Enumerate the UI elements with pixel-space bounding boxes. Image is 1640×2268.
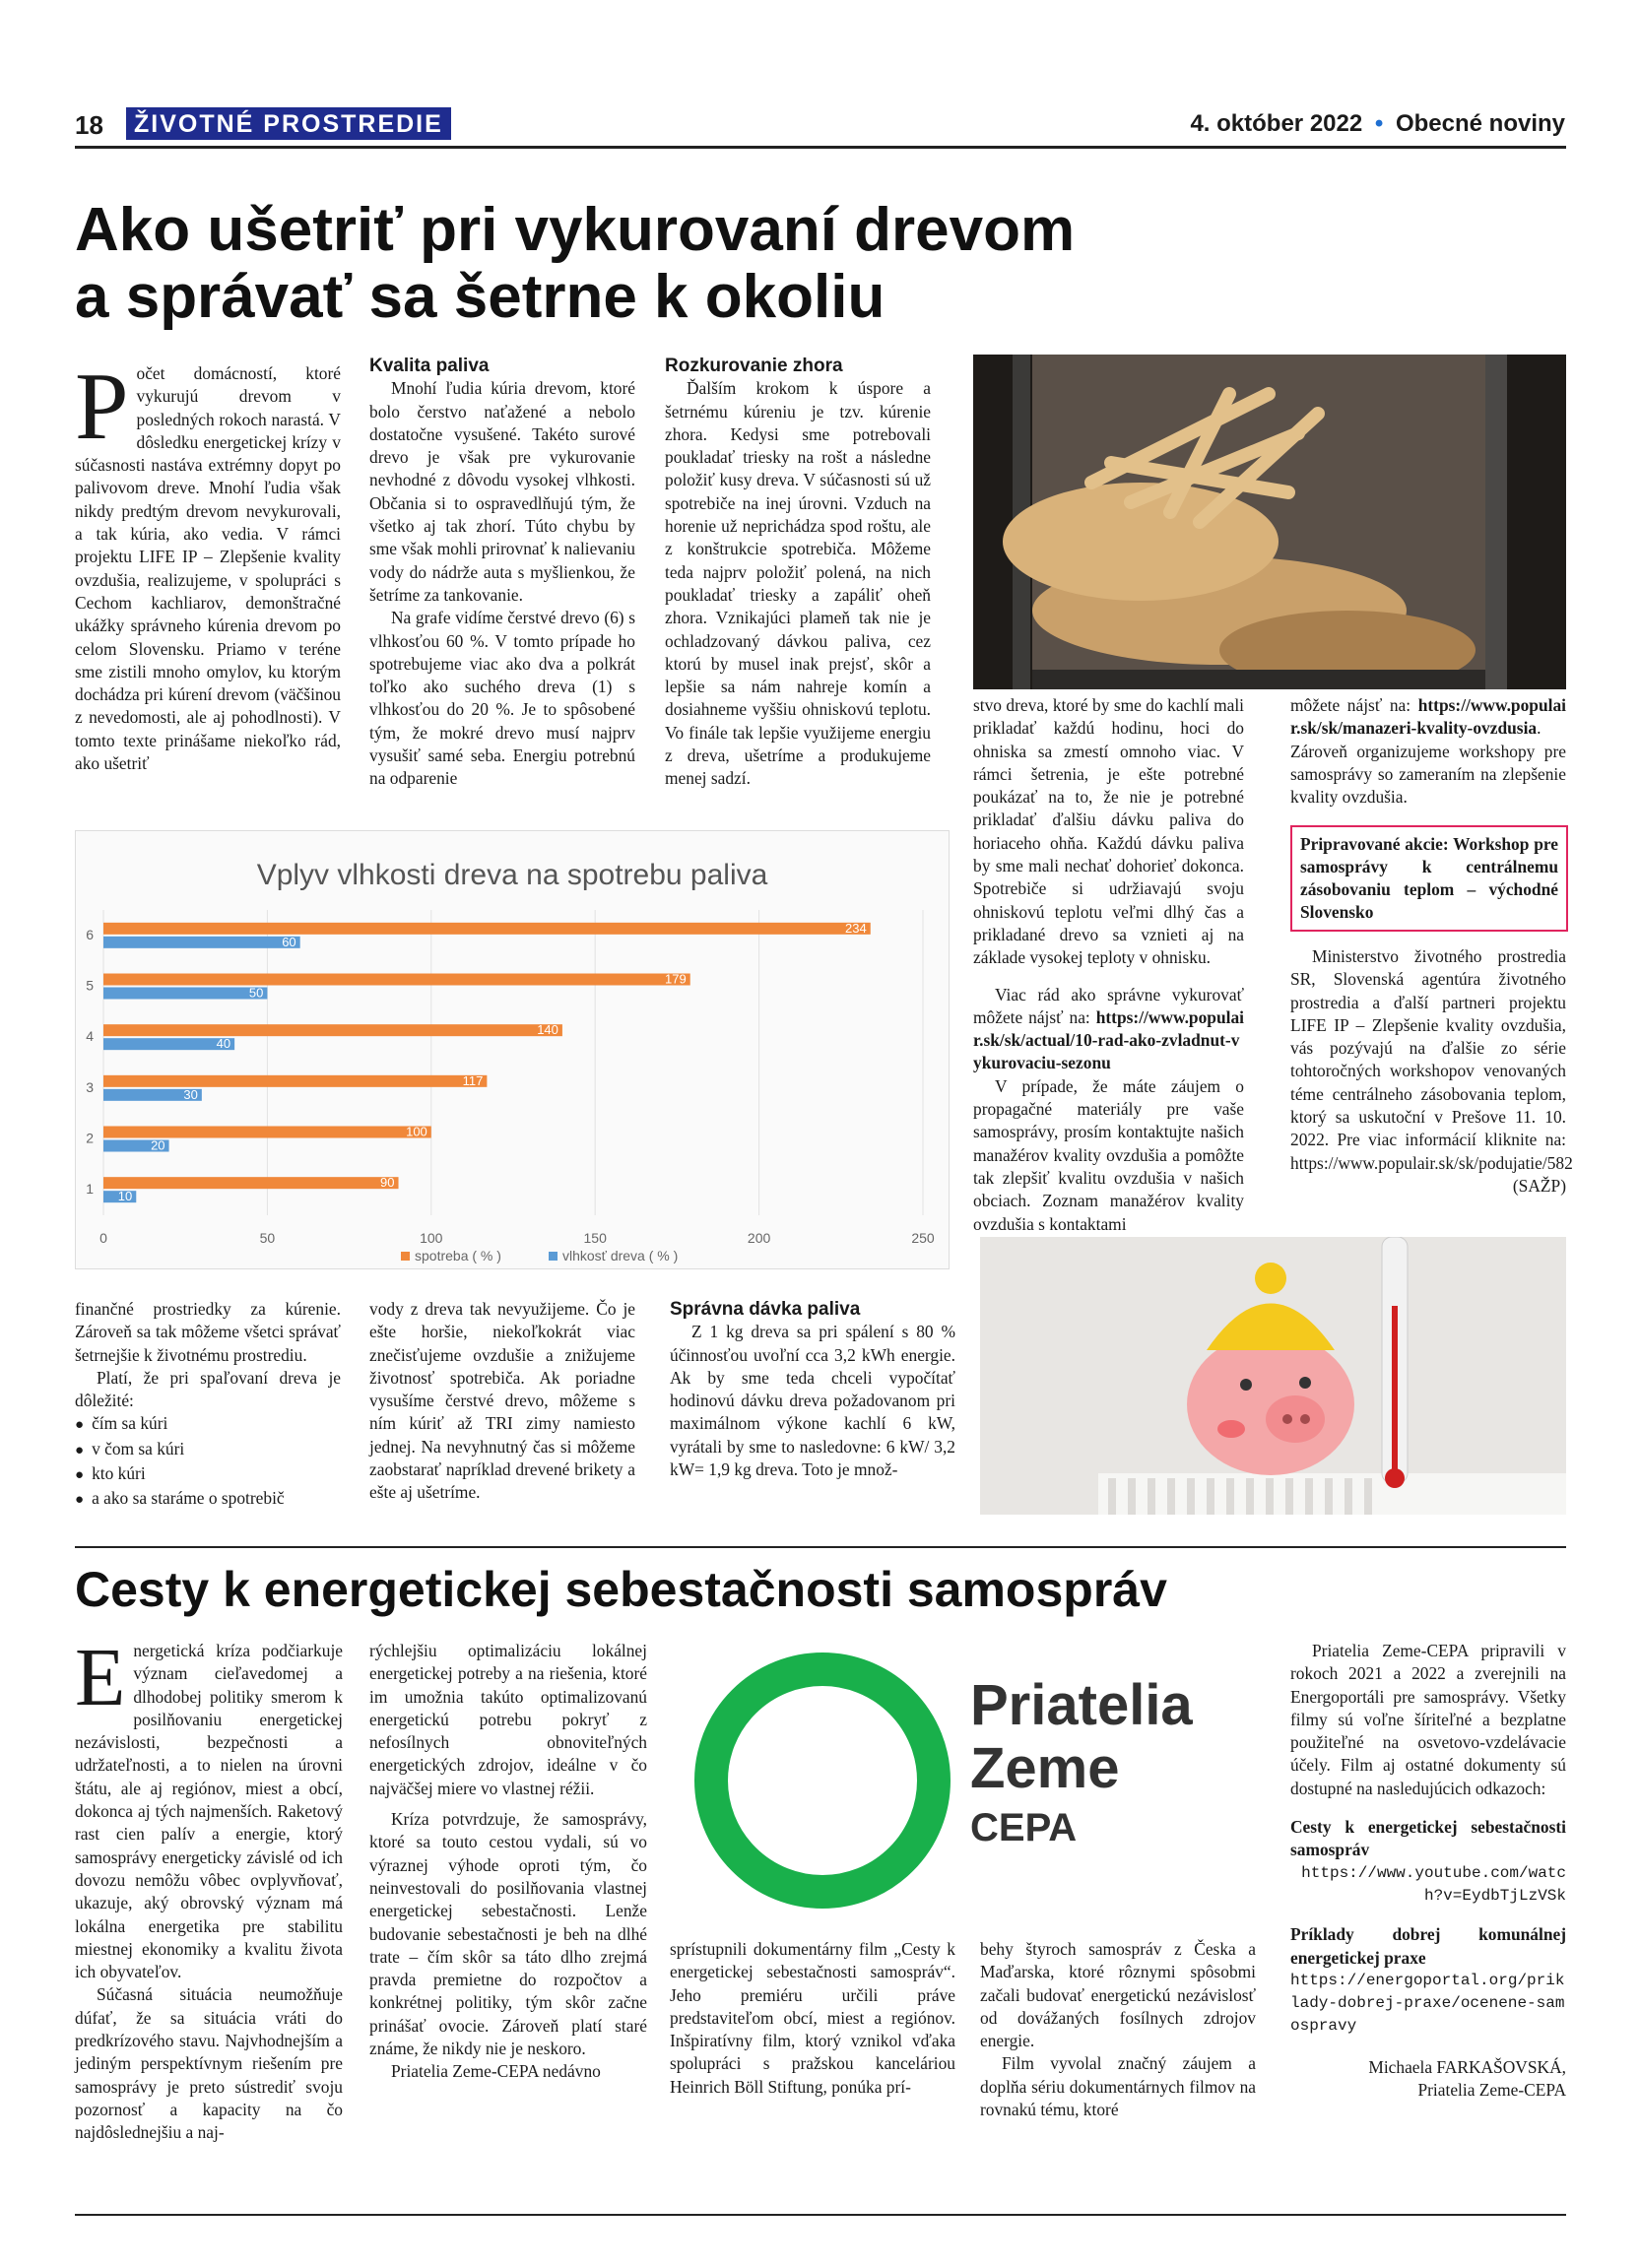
y-tick-label: 6 [86, 926, 94, 942]
article1-lower-col1-p1: finančné prostriedky za kúrenie. Zároveň sa tak môžeme všetci správať šetrnejšie k životnému prostrediu. [75, 1299, 341, 1365]
article2-col4 [980, 1938, 1256, 2121]
bar-spotreba [103, 1024, 562, 1036]
link2-title: Príklady dobrej komunálnej energetickej praxe [1290, 1924, 1566, 1968]
article2-title: Cesty k energetickej sebestačnosti samospráv [75, 1562, 1167, 1617]
bar-vlhkost [103, 985, 267, 1001]
article1-signature: (SAŽP) [1512, 1175, 1566, 1196]
bar-spotreba [103, 971, 690, 987]
article2-col1 [75, 1632, 343, 2145]
article1-col2-p1: Mnohí ľudia kúria drevom, ktoré bolo čerstvo naťažené a nebolo dostatočne vysušené. Takéto surové drevo je však pre vykurovanie nevhodné z dôvodu vysokej vlhkosti. Občania si to ospravedlňujú tým, že všetko aj tak zhorí. Túto chybu by sme však mohli prirovnať k nalievaniu vody do nádrže auta s myšlienkou, že šetríme za tankovanie. [369, 378, 635, 605]
article1-col4-p1: stvo dreva, ktoré by sme do kachlí mali prikladať každú hodinu, hoci do ohniska sa zmestí omnoho viac. V rámci šetrenia, je ešte potrebné poukázať na to, že nie je potrebné prikladať ďalšiu dávku paliva do horiaceho ohňa. Každú dávku paliva by sme mali nechať dohorieť dokonca. Spotrebiče si udržiavajú svoju ohniskovú teplotu veľmi dlhý čas a prikladané drevo sa vznieti aj na základe vysokej teploty v ohnisku. [973, 695, 1244, 968]
article1-col5-lower [1290, 945, 1573, 1198]
chart-panel [75, 830, 950, 1269]
moisture-chart [76, 831, 949, 1268]
article1-title-line1: Ako ušetriť pri vykurovaní drevom [75, 196, 1076, 264]
article1-col5 [1290, 694, 1566, 809]
bar-spotreba [103, 1124, 431, 1139]
article1-lower-col1 [75, 1298, 341, 1513]
article1-col5-post: . Zároveň organizujeme workshopy pre samosprávy so zameraním na zlepšenie kvality ovzdušia. [1290, 718, 1566, 808]
firewood-photo [973, 355, 1566, 689]
data-label: 20 [151, 1137, 165, 1153]
events-box: Pripravované akcie: Workshop pre samosprávy k centrálnemu zásobovaniu teplom – východné Slovensko [1290, 825, 1568, 932]
y-tick-label: 2 [86, 1130, 94, 1146]
article2-col2 [369, 1640, 647, 2084]
bar-spotreba [103, 920, 871, 936]
legend-label: spotreba ( % ) [415, 1248, 501, 1264]
chart-title: Vplyv vlhkosti dreva na spotrebu paliva [256, 859, 768, 891]
article1-title [75, 197, 1075, 331]
article1-col4 [973, 694, 1244, 1236]
bar-vlhkost [103, 1038, 234, 1050]
friends-of-earth-logo [680, 1635, 1256, 1930]
data-label: 60 [282, 934, 296, 949]
article1-title-line2: a správať sa šetrne k okoliu [75, 263, 886, 331]
article1-col3 [665, 355, 931, 791]
article2-col1-p2: Súčasná situácia neumožňuje dúfať, že sa situácia vráti do predkrízového stavu. Najvhodnejším a jediným perspektívnym riešením pre samosprávy je preto sústrediť svoju pozornosť a kapacity na čo najdôslednejšiu a naj- [75, 1984, 343, 2143]
y-tick-label: 4 [86, 1028, 94, 1045]
article1-lower-col2 [369, 1298, 635, 1505]
heading-rozkurovanie: Rozkurovanie zhora [665, 356, 843, 376]
header-rule [75, 146, 1566, 149]
bullet-item: ● a ako sa staráme o spotrebič [75, 1487, 341, 1512]
data-label: 234 [845, 920, 867, 936]
header-separator: • [1374, 110, 1384, 137]
y-tick-label: 1 [86, 1181, 94, 1198]
piggy-bank-photo [980, 1237, 1566, 1515]
piggy-bank-illustration [980, 1237, 1566, 1515]
bullet-item: ● kto kúri [75, 1462, 341, 1487]
logo-line3: CEPA [970, 1806, 1078, 1849]
firewood-illustration [973, 355, 1566, 689]
issue-date: 4. október 2022 [1190, 110, 1363, 137]
header-meta [1190, 110, 1565, 138]
article2-col2-p3: Priatelia Zeme-CEPA nedávno [391, 2061, 601, 2082]
publication-name: Obecné noviny [1395, 110, 1565, 137]
section-tag: ŽIVOTNÉ PROSTREDIE [126, 107, 451, 140]
article1-col1 [75, 354, 341, 775]
legend-label: vlhkosť dreva ( % ) [562, 1248, 679, 1264]
bar-spotreba [103, 1072, 487, 1088]
x-tick-label: 200 [747, 1230, 771, 1246]
article2-col5 [1290, 1640, 1566, 2102]
article-divider [75, 1546, 1566, 1548]
data-label: 100 [406, 1124, 427, 1139]
article2-col2-p1: rýchlejšiu optimalizáciu lokálnej energetickej potreby a na riešenia, ktoré im umožnia takúto optimalizovanú energetickú potrebu pokryť z nefosílnych obnoviteľných energetických zdrojov, ideálne v čo najväčšej miere vo vlastnej réžii. [369, 1641, 647, 1798]
data-label: 30 [183, 1086, 198, 1102]
article1-lower-col2-p1: vody z dreva tak nevyužijeme. Čo je ešte horšie, niekoľkokrát viac znečisťujeme ovzdušie a znižujeme životnosť spotrebiča. Ak poriadne vysušíme čerstvé drevo, môžeme s ním kúriť až TRI zimy namiesto jednej. Na nevyhnutný čas si môžeme zaobstarať napríklad drevené brikety a ešte aj ušetríme. [369, 1299, 635, 1503]
bar-spotreba [103, 1177, 399, 1189]
data-label: 10 [117, 1189, 133, 1204]
logo-line2: Zeme [970, 1736, 1120, 1800]
data-label: 50 [248, 985, 264, 1001]
article1-col5-p2: Ministerstvo životného prostredia SR, Slovenská agentúra životného prostredia a ďalší partneri projektu LIFE IP – Zlepšenie kvality ovzdušia, vás pozývajú na ďalšie zo série tohtoročných workshopov venovaných téme centrálneho zásobovania teplom, ktorý sa uskutoční v Prešove 11. 10. 2022. Pre viac informácií kliknite na: https://www.populair.sk/sk/podujatie/582 [1290, 946, 1573, 1173]
bullet-item: ● čím sa kúri [75, 1412, 341, 1437]
article1-col5-pre: môžete nájsť na: [1290, 695, 1418, 715]
heading-kvalita-paliva: Kvalita paliva [369, 356, 490, 376]
link1-url[interactable]: https://www.youtube.com/watch?v=EydbTjLzVSk [1301, 1863, 1566, 1905]
link-manazeri[interactable]: https://www.populair.sk/sk/manazeri-kvality-ovzdusia [1290, 695, 1566, 739]
legend-swatch [549, 1252, 558, 1261]
article1-col4-p3: V prípade, že máte záujem o propagačné materiály pre vaše samosprávy, prosím kontaktujte našich manažérov kvality ovzdušia a pomôžte tak zlepšiť kvalitu ovzdušia v našich obciach. Zoznam manažérov kvality ovzdušia s kontaktami [973, 1075, 1244, 1234]
data-label: 179 [665, 971, 687, 987]
x-tick-label: 150 [583, 1230, 607, 1246]
article2-col3-p1: sprístupnili dokumentárny film „Cesty k energetickej sebestačnosti samospráv“. Jeho premiéru určili práve predstaviteľom obcí, miest a regiónov. Inšpiratívny film, ktorý vznikol vďaka spolupráci s pražskou kanceláriou Heinrich Böll Stiftung, ponúka prí- [670, 1939, 955, 2097]
x-tick-label: 250 [911, 1230, 935, 1246]
x-tick-label: 0 [99, 1230, 107, 1246]
article1-col2 [369, 355, 635, 791]
y-tick-label: 3 [86, 1078, 94, 1095]
link-10-rad[interactable]: https://www.populair.sk/sk/actual/10-rad-ako-zvladnut-vykurovaciu-sezonu [973, 1006, 1244, 1073]
article2-col4-p2: Film vyvolal značný záujem a doplňa sériu dokumentárnych filmov na rovnakú tému, ktoré [980, 2053, 1256, 2120]
page-number: 18 [75, 110, 103, 140]
y-tick-label: 5 [86, 977, 94, 994]
data-label: 140 [537, 1022, 558, 1038]
article2-col2-p2: Kríza potvrdzuje, že samosprávy, ktoré sa touto cestou vydali, sú vo výraznej výhode oproti tým, čo neinvestovali do posilňovania vlastnej energetickej sebestačnosti. Lenže budovanie sebestačnosti je beh na dlhé trate – čím skôr sa táto dlho zrejmá pravda premietne do rozpočtov a konkrétnej politiky, tým skôr začne prinášať ovocie. Zároveň platí staré známe, že nikdy nie je neskoro. [369, 1809, 647, 2059]
legend-swatch [401, 1252, 410, 1261]
logo-line1: Priatelia [970, 1673, 1193, 1737]
data-label: 40 [216, 1036, 231, 1052]
article1-lower-col3 [670, 1298, 955, 1481]
bullet-item: ● v čom sa kúri [75, 1438, 341, 1462]
link2-url[interactable]: https://energoportal.org/priklady-dobrej-praxe/ocenene-samospravy [1290, 1971, 1565, 2036]
data-label: 117 [462, 1072, 484, 1088]
bar-vlhkost [103, 934, 300, 949]
heading-spravna-davka: Správna dávka paliva [670, 1299, 861, 1320]
x-tick-label: 50 [259, 1230, 276, 1246]
footer-rule [75, 2214, 1566, 2216]
article2-col1-p1: nergetická kríza podčiarkuje význam cieľavedomej a dlhodobej politiky smerom k posilňovaniu energetickej nezávislosti, bezpečnosti a udržateľnosti, a to nielen na úrovni štátu, ale aj regiónov, miest a obcí, dokonca aj tých najmenších. Raketový rast cien palív a energie, ktorý samosprávy energeticky závislé od ich dovozu nemôžu vôbec ovplyvňovať, ukazuje, aký obrovský význam má lokálna energetika pre stabilitu miestnej ekonomiky a kvalitu života ich obyvateľov. [75, 1641, 343, 1982]
article1-lower-col3-p1: Z 1 kg dreva sa pri spálení s 80 % účinnosťou uvoľní cca 3,2 kWh energie. Ak by sme teda chceli vypočítať hodinovú dávku dreva požadovanom pri maximálnom výkone kachlí 6 kW, vyrátali by sme to nasledovne: 6 kW/ 3,2 kW= 1,9 kg dreva. Toto je množ- [670, 1322, 955, 1480]
dropcap-p: P [75, 354, 129, 460]
article2-col3 [670, 1938, 955, 2099]
article1-col4-p2: Viac rád ako správne vykurovať môžete nájsť na: [973, 984, 1244, 1027]
data-label: 90 [380, 1175, 395, 1191]
article1-col1-text: očet domácností, ktoré vykurujú drevom v posledných rokoch narastá. V dôsledku energetickej krízy v súčasnosti nastáva extrémny dopyt po palivovom dreve. Mnohí ľudia však nikdy predtým drevom nevykurovali, a tak kúria, ako vedia. V rámci projektu LIFE IP – Zlepšenie kvality ovzdušia, realizujeme, v spolupráci s Cechom kachliarov, demonštračné ukážky správneho kúrenia drevom po celom Slovensku. Priamo v teréne sme zistili mnoho omylov, ku ktorým dochádza pri kúrení drevom (väčšinou z nevedomosti, ale aj pohodlnosti). V tomto texte prinášame niekoľko rád, ako ušetriť [75, 363, 341, 774]
x-tick-label: 100 [420, 1230, 443, 1246]
link1-title: Cesty k energetickej sebestačnosti samospráv [1290, 1817, 1566, 1860]
article2-author: Michaela FARKAŠOVSKÁ, [1368, 2056, 1566, 2077]
article1-col3-p1: Ďalším krokom k úspore a šetrnému kúreniu je tzv. kúrenie zhora. Kedysi sme potrebovali poukladať triesky na rošt a následne položiť kusy dreva. V súčasnosti sú už spotrebiče na inej úrovni. Vzduch na horenie už neprichádza spod roštu, ale z konštrukcie spotrebiča. Môžeme teda najprv položiť polená, na nich poukladať triesky a zapáliť oheň zhora. Vznikajúci plameň tak nie je ochladzovaný dávkou paliva, cez ktorú by musel inak prejsť, skôr a lepšie sa nám nahreje komín a dosiahneme vyššiu ohniskovú teplotu. Vo finále tak lepšie využijeme energiu z dreva, ušetríme a produkujeme menej sadzí. [665, 378, 931, 789]
article2-author-org: Priatelia Zeme-CEPA [1417, 2080, 1566, 2101]
article2-col4-p1: behy štyroch samospráv z Česka a Maďarska, ktoré rôznymi spôsobmi začali budovať energetickú nezávislosť od dovážaných fosílnych zdrojov energie. [980, 1939, 1256, 2051]
article2-col5-p1: Priatelia Zeme-CEPA pripravili v rokoch 2021 a 2022 a zverejnili na Energoportáli pre samosprávy. Všetky filmy sú voľne šíriteľné a bezplatne použiteľné na osvetovo-vzdelávacie účely. Film aj ostatné dokumenty sú dostupné na nasledujúcich odkazoch: [1290, 1641, 1566, 1798]
logo-text [970, 1674, 1193, 1855]
article1-col2-p2: Na grafe vidíme čerstvé drevo (6) s vlhkosťou 60 %. V tomto prípade ho spotrebujeme viac ako dva a polkrát toľko ako suchého dreva (1) s vlhkosťou do 20 %. Je to spôsobené tým, že mokré drevo musí najprv vysušiť samé seba. Energiu potrebnú na odparenie [369, 608, 635, 789]
dropcap-e: E [75, 1632, 126, 1723]
article1-lower-col1-p2: Platí, že pri spaľovaní dreva je dôležité: [75, 1367, 341, 1411]
